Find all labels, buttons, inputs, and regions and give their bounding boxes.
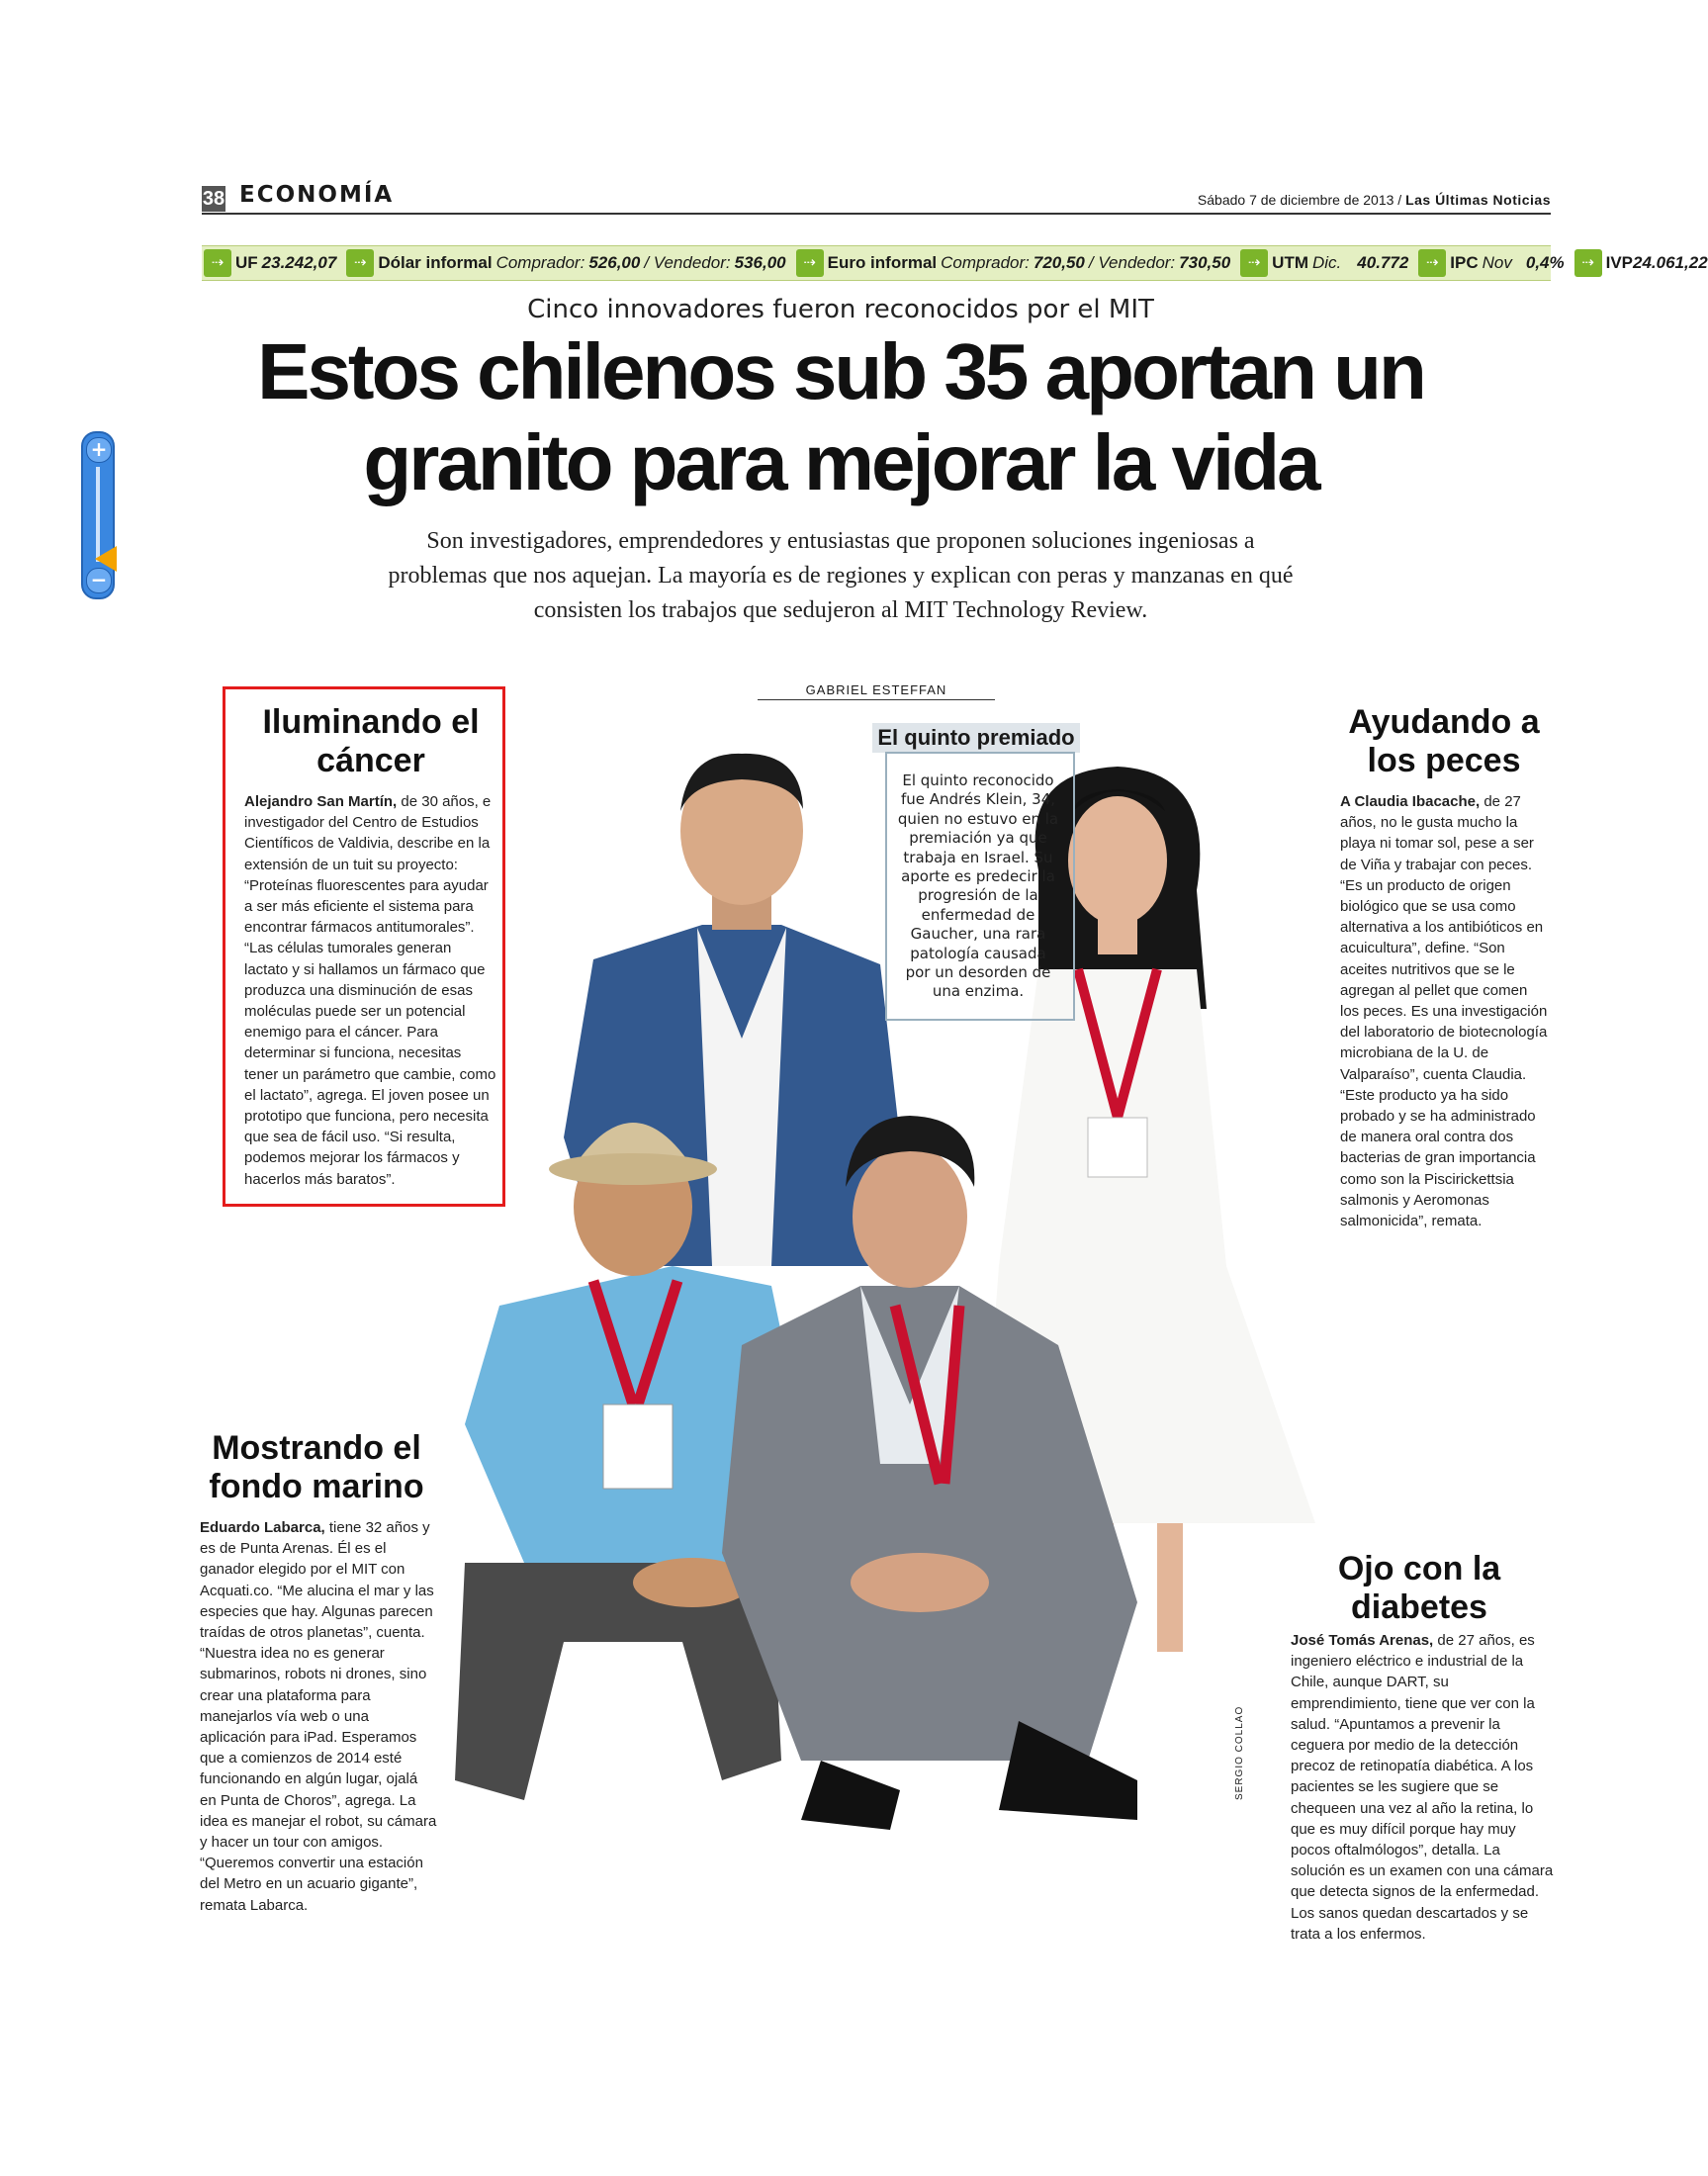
story-name: Eduardo Labarca, (200, 1519, 325, 1536)
ticker-value: 536,00 (734, 253, 786, 272)
story-text: tiene 32 años y es de Punta Arenas. Él es el ganador elegido por el MIT con Acquati.co. “Me alucina el mar y las especies que hay. Algunas parecen traídas de otros planetas”, cuenta. “Nuestra idea no es generar submarinos, robots ni drones, sino crear una plataforma para manejarlos vía web o una aplicación para iPad. Esperamos que a comienzos de 2014 esté funcionando en algún lugar, ojalá en Punta de Choros”, agrega. La idea es manejar el robot, su cámara y hacer un tour con amigos. “Queremos convertir una estación del Metro en un acuario gigante”, remata Labarca. (200, 1519, 437, 1914)
story-text: de 30 años, e investigador del Centro de Estudios Científicos de Valdivia, describe en la extensión de un tuit su proyecto: “Proteínas fluorescentes para ayudar a ser más eficiente el sistema para encontrar fármacos antitumorales”. “Las células tumorales generan lactato y si hallamos un fármaco que produzca una disminución de esas moléculas puede ser un potencial enemigo para el cáncer. Para determinar si funciona, necesitas tener un parámetro que cambie, como el lactato”, agrega. El joven posee un prototipo que funciona, pero necesita que sea de fácil uso. “Si resulta, podemos mejorar los fármacos y hacerlos más baratos”. (244, 793, 496, 1188)
zoom-out-icon[interactable]: − (86, 568, 112, 593)
story-body-marino (200, 1517, 437, 1916)
ticker-utm (1238, 249, 1408, 277)
story-body-diabetes (1291, 1630, 1558, 1945)
ticker-label: IVP (1605, 253, 1634, 272)
ticker-value: 720,50 (1033, 253, 1085, 272)
arrow-icon: ⇢ (204, 249, 231, 277)
photo-credit: SERGIO COLLAO (1234, 1705, 1245, 1800)
arrow-icon: ⇢ (796, 249, 824, 277)
ticker-sub: / Vendedor: (644, 253, 731, 272)
story-name: José Tomás Arenas, (1291, 1632, 1434, 1649)
ticker-sub: Comprador: (941, 253, 1030, 272)
paper-name: Las Últimas Noticias (1405, 192, 1551, 208)
ticker-value: 0,4% (1525, 253, 1565, 272)
market-ticker (202, 245, 1708, 281)
story-body-peces (1340, 791, 1548, 1231)
story-title-cancer: Iluminando el cáncer (262, 703, 480, 779)
arrow-icon: ⇢ (1574, 249, 1602, 277)
story-text: de 27 años, no le gusta mucho la playa ni tomar sol, pese a ser de Viña y trabajar con peces. “Es un producto de origen biológico que se usa como alternativa a los antibióticos en acuicultura”, define. “Son aceites nutritivos que se le agregan al pellet que comen los peces. Es una investigación del laboratorio de biotecnología microbiana de la U. de Valparaíso”, cuenta Claudia. “Este producto ya ha sido probado y se ha administrado de manera oral contra dos bacterias de gran importancia como son la Piscirickettsia salmonis y Aeromonas salmonicida”, remata. (1340, 793, 1548, 1230)
ticker-sub: Nov (1482, 253, 1512, 272)
story-name: Alejandro San Martín, (244, 793, 398, 810)
ticker-value: 23.242,07 (261, 253, 337, 272)
ticker-label: Euro informal (827, 253, 938, 272)
ticker-sub: Dic. (1312, 253, 1342, 272)
story-body-cancer (244, 791, 496, 1190)
arrow-icon: ⇢ (346, 249, 374, 277)
ticker-euro (794, 249, 1231, 277)
ticker-ivp (1573, 249, 1708, 277)
ticker-sub: Comprador: (495, 253, 585, 272)
article-kicker: Cinco innovadores fueron reconocidos por el MIT (527, 295, 1154, 324)
story-title-marino: Mostrando el fondo marino (209, 1429, 424, 1505)
ticker-value: 24.061,22 (1633, 253, 1708, 272)
zoom-slider[interactable] (81, 431, 115, 599)
arrow-icon: ⇢ (1418, 249, 1446, 277)
page-number: 38 (202, 188, 225, 210)
date-text: Sábado 7 de diciembre de 2013 / (1197, 192, 1406, 208)
ticker-sub: / Vendedor: (1088, 253, 1176, 272)
story-body-quinto: El quinto reconocido fue Andrés Klein, 34, quien no estuvo en la premiación ya que trabaja en Israel. Su aporte es predecir la progresión de la enfermedad de Gaucher, una rara patología causada por un desorden de una enzima. (897, 771, 1059, 1001)
ticker-label: IPC (1450, 253, 1479, 272)
ticker-value: 40.772 (1357, 253, 1409, 272)
zoom-in-icon[interactable]: + (86, 437, 112, 463)
ticker-value: 526,00 (588, 253, 641, 272)
ticker-uf (202, 249, 336, 277)
zoom-handle[interactable] (95, 546, 117, 572)
ticker-ipc (1416, 249, 1564, 277)
arrow-icon: ⇢ (1240, 249, 1268, 277)
article-deck: Son investigadores, emprendedores y entusiastas que proponen soluciones ingeniosas a problemas que nos aquejan. La mayoría es de regiones y explican con peras y manzanas en qué consisten los trabajos que sedujeron al MIT Technology Review. (388, 528, 1294, 623)
story-text: de 27 años, es ingeniero eléctrico e industrial de la Chile, aunque DART, su emprendimiento, tiene que ver con la salud. “Apuntamos a prevenir la ceguera por medio de la detección precoz de retinopatía diabética. A los pacientes se les sugiere que se chequeen una vez al año la retina, lo que es muy difícil porque hay muy pocos oftalmólogos”, detalla. La solución es un examen con una cámara que detecta signos de la enfermedad. Los sanos quedan descartados y se trata a los enfermos. (1291, 1632, 1554, 1943)
article-headline: Estos chilenos sub 35 aportan un granito para mejorar la vida (257, 327, 1424, 506)
section-title: ECONOMÍA (239, 182, 395, 208)
header-rule (202, 213, 1551, 215)
story-title-diabetes: Ojo con la diabetes (1337, 1550, 1501, 1626)
story-name: A Claudia Ibacache, (1340, 793, 1481, 810)
dateline (1198, 192, 1551, 208)
ticker-label: Dólar informal (378, 253, 493, 272)
ticker-value: 730,50 (1179, 253, 1231, 272)
story-title-quinto: El quinto premiado (872, 723, 1080, 753)
ticker-label: UF (235, 253, 258, 272)
ticker-label: UTM (1272, 253, 1308, 272)
byline: GABRIEL ESTEFFAN (758, 682, 995, 700)
ticker-dolar (344, 249, 785, 277)
story-title-peces: Ayudando a los peces (1348, 703, 1540, 779)
